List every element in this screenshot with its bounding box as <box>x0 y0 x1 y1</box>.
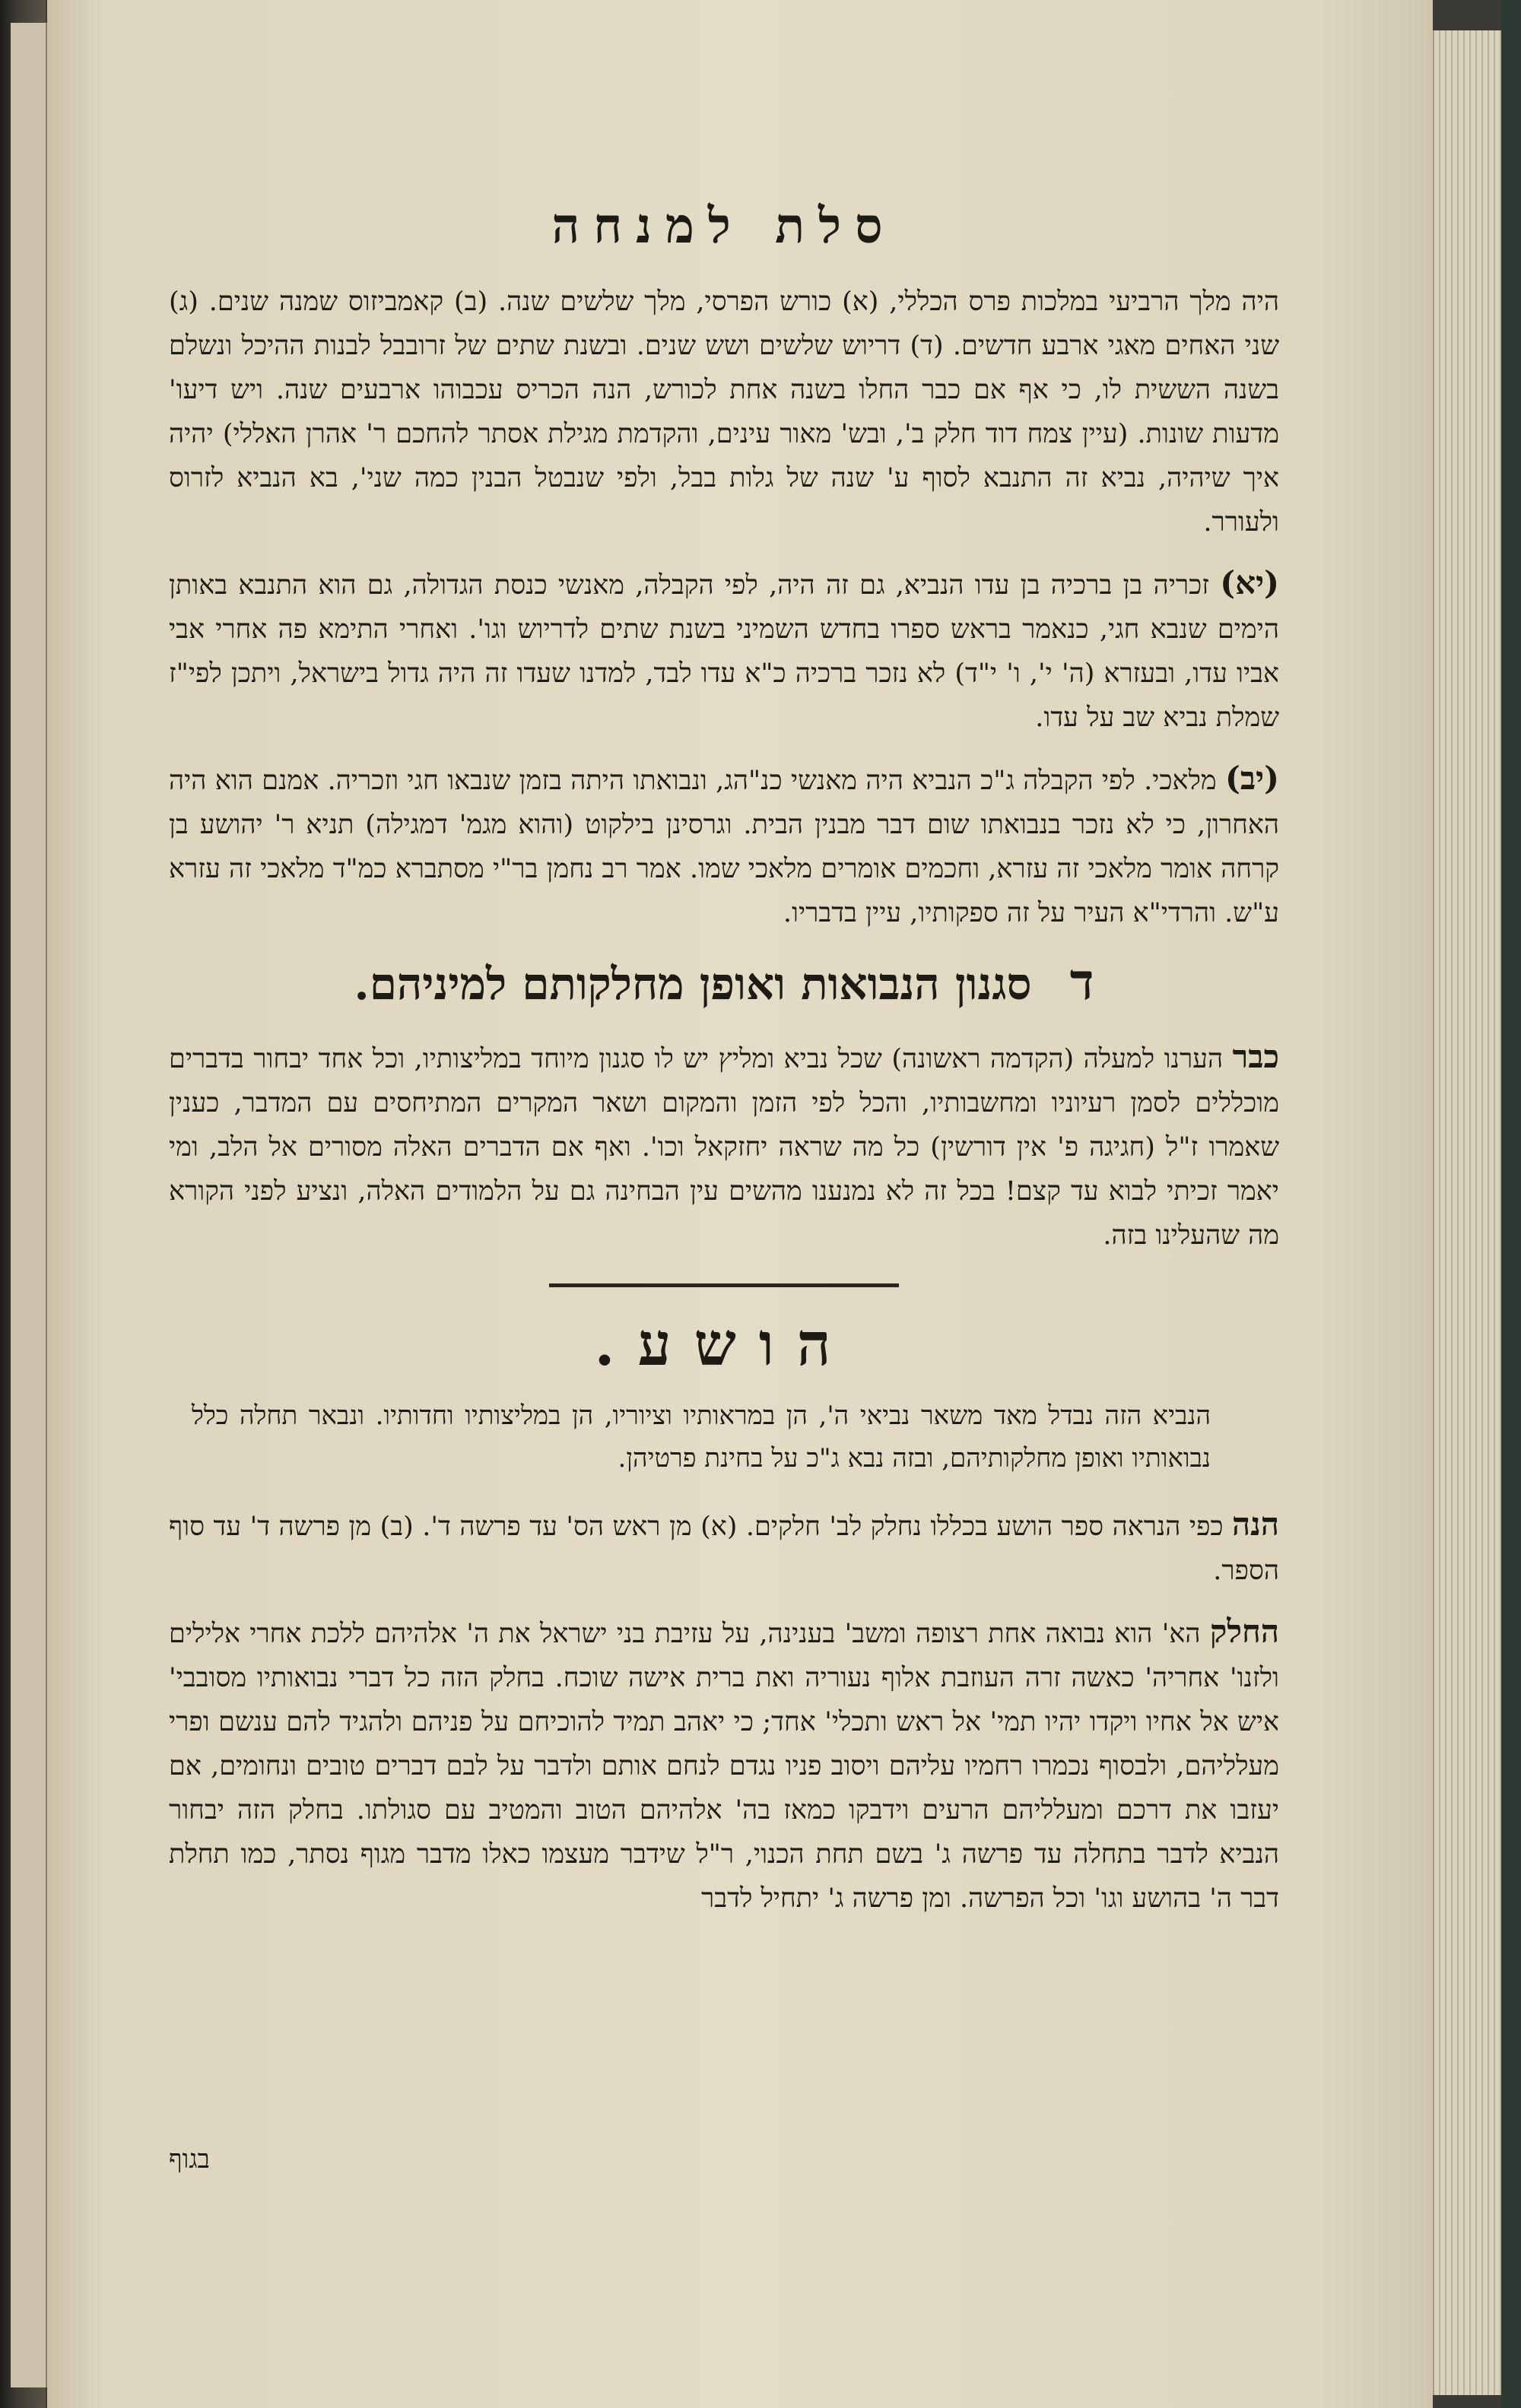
book-cover-edge <box>1501 0 1521 2408</box>
page-title: סלת למנחה <box>551 198 897 255</box>
paragraph-text: הא' הוא נבואה אחת רצופה ומשב' בענינה, על עזיבת בני ישראל את ה' אלהיהם ללכת אחרי אלילים ולזנו' אחריה' כאשה זרה העוזבת אלוף נעוריה ואת ברית אישה שוכח. בחלק הזה כל דברי נבואותיו מסובבי' איש אל אחיו ויקדו יהיו תמי' אל ראש ותכלי' אחד; כי יאהב תמיד להוכיחם על פניהם ולהגיד להם ענשם ופרי מעלליהם, ולבסוף נכמרו רחמיו עליהם ויסוב פניו נגדם לנחם אותם ולדבר על לבם דברים טובים ונחומים, אם יעזבו את דרכם ומעלליהם הרעים וידבקו כמאז בה' אלהיהם הטוב והמטיב עם סגולתו. בחלק הזה יבחור הנביא לדבר בתחלה עד פרשה ג' בשם תחת הכנוי, ר"ל שידבר מעצמו כאלו מדבר מגוף נסתר, כמו תחלת דבר ה' בהושע וגו' וכל הפרשה. ומן פרשה ג' יתחיל לדבר <box>169 1619 1279 1914</box>
book-paragraph-2 <box>169 1610 1279 1921</box>
page-stack-edge <box>1433 30 1503 2395</box>
section-number: ד <box>1069 952 1094 1011</box>
book-intro: הנביא הזה נבדל מאד משאר נביאי ה', הן במראותיו וציוריו, הן במליצותיו וחדותיו. ונבאר תחלה כלל נבואותיו ואופן מחלקותיהם, ובזה נבא ג"כ על בחינת פרטיהן. <box>192 1401 1211 1474</box>
section-title: סגנון הנבואות ואופן מחלקותם למיניהם. <box>354 958 1032 1010</box>
paragraph-lead: הנה <box>1232 1505 1279 1543</box>
paragraph-malachi <box>169 757 1279 935</box>
paragraph-zechariah <box>169 561 1279 740</box>
book-page <box>47 0 1433 2408</box>
section-divider <box>549 1283 899 1287</box>
previous-page-edge <box>11 23 47 2387</box>
paragraph-text: היה מלך הרביעי במלכות פרס הכללי, (א) כורש הפרסי, מלך שלשים שנה. (ב) קאמביזוס שמנה שנים. (ג) שני האחים מאגי ארבע חדשים. (ד) דריוש שלשים ושש שנים. ובשנת שתים של זרובבל לבנות ההיכל ונשלם בשנה הששית לו, כי אף אם כבר החלו בשנה אחת לכורש, הנה הכריס עכבוהו ארבעים שנה. ויש דיעו' מדעות שונות. (עיין צמח דוד חלק ב', ובש' מאור עינים, והקדמת מגילת אסתר להחכם ר' אהרן האללי) יהיה איך שיהיה, נביא זה התנבא לסוף ע' שנה של גלות בבל, ולפי שנבטל הבנין כמה שני', בא הנביא לזרוס ולעורר. <box>169 287 1279 538</box>
book-title: הושע. <box>594 1310 854 1379</box>
book-paragraph-1 <box>169 1502 1279 1593</box>
paragraph-text: זכריה בן ברכיה בן עדו הנביא, גם זה היה, לפי הקבלה, מאנשי כנסת הגדולה, גם הוא התנבא באותן הימים שנבא חגי, כנאמר בראש ספרו בחדש השמיני בשנת שתים לדריוש וגו'. ואחרי התימא פה אחרי אבי אביו עדו, ובעזרא (ה' י', ו' י"ד) לא נזכר ברכיה כ"א עדו לבד, למדנו שעדו זה היה גדול בישראל, ויתכן לפי"ז שמלת נביא שב על עדו. <box>169 570 1279 733</box>
paragraph-intro <box>169 278 1279 544</box>
section-heading <box>169 952 1279 1012</box>
section-paragraph <box>169 1035 1279 1258</box>
paragraph-text: מלאכי. לפי הקבלה ג"כ הנביא היה מאנשי כנ"הג, ונבואתו היתה בזמן שנבאו חגי וזכריה. אמנם הוא היה האחרון, כי לא נזכר בנבואתו שום דבר מבנין הבית. וגרסינן בילקוט (והוא מגמ' דמגילה) תניא ר' יהושע בן קרחה אומר מלאכי זה עזרא, וחכמים אומרים מלאכי שמו. אמר רב נחמן בר"י מסתברא כמ"ד מלאכי זה עזרא ע"ש. והרדי"א העיר על זה ספקותיו, עיין בדבריו. <box>169 766 1279 928</box>
catchword: בגוף <box>169 2144 210 2175</box>
paragraph-lead: החלק <box>1209 1613 1279 1650</box>
paragraph-lead: (יב) <box>1225 760 1279 797</box>
paragraph-text: כפי הנראה ספר הושע בכללו נחלק לב' חלקים. (א) מן ראש הס' עד פרשה ד'. (ב) מן פרשה ד' עד סוף הספר. <box>169 1512 1279 1586</box>
page-content <box>169 198 1279 1937</box>
paragraph-text: הערנו למעלה (הקדמה ראשונה) שכל נביא ומליץ יש לו סגנון מיוחד במליצותיו, וכל אחד יבחור בדברים מוכללים לסמן רעיוניו ומחשבותיו, והכל לפי הזמן והמקום ושאר המקרים המתיחסים עם המדבר, כענין שאמרו ז"ל (חגיגה פ' אין דורשין) כל מה שראה יחזקאל וכו'. ואף אם הדברים האלה מסורים אל הלב, ומי יאמר זכיתי לבוא עד קצם! בכל זה לא נמנענו מהשים עין הבחינה גם על הלמודים האלה, ונציע לפני הקורא מה שהעלינו בזה. <box>169 1044 1279 1251</box>
paragraph-lead: (יא) <box>1220 564 1279 601</box>
paragraph-lead: כבר <box>1232 1038 1279 1075</box>
